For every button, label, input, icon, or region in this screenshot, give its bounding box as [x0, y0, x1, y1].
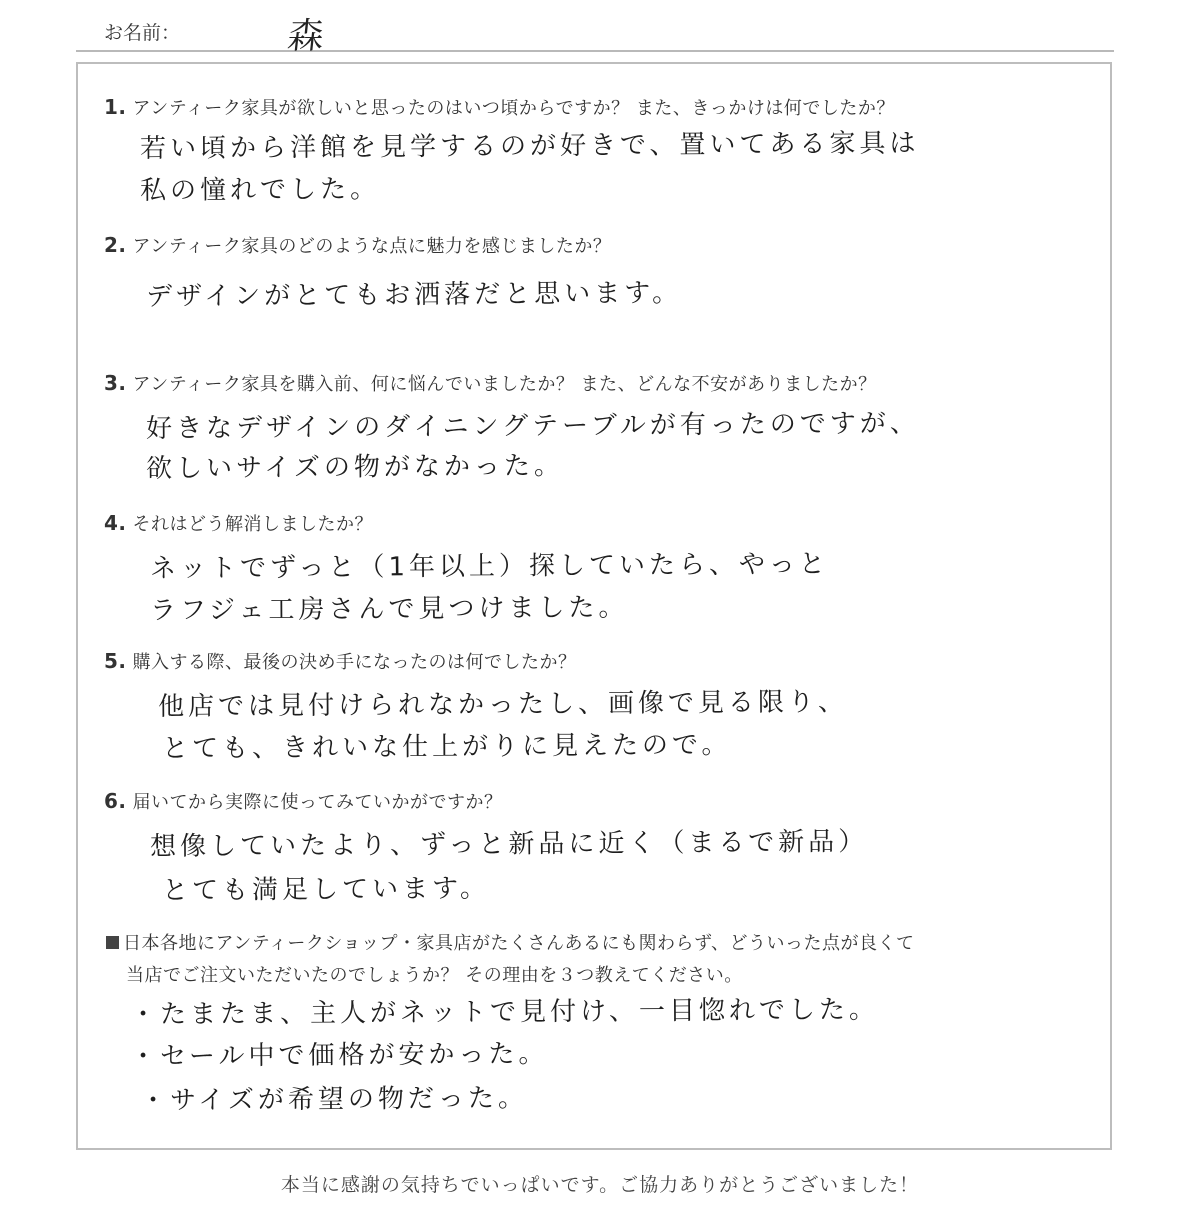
question-1	[104, 94, 895, 120]
answer-5-line-2: とても、きれいな仕上がりに見えたので。	[161, 730, 732, 764]
answer-2-line-1: デザインがとてもお洒落だと思います。	[145, 278, 683, 312]
question-6	[104, 788, 503, 814]
answer-6-line-1: 想像していたより、ずっと新品に近く（まるで新品）	[149, 826, 869, 862]
answer-5-line-1: 他店では見付けられなかったし、画像で見る限り、	[157, 687, 849, 722]
question-number: 6.	[104, 789, 127, 813]
question-number: 5.	[104, 649, 127, 673]
footer-thanks: 本当に感謝の気持ちでいっぱいです。ご協力ありがとうございました！	[280, 1174, 920, 1196]
question-number: 1.	[104, 95, 127, 119]
question-text: アンティーク家具が欲しいと思ったのはいつ頃からですか？ また、きっかけは何でしたか？	[132, 98, 895, 119]
bonus-question-line-1: 日本各地にアンティークショップ・家具店がたくさんあるにも関わらず、どういった点が良くて	[123, 933, 915, 954]
answer-3-line-1: 好きなデザインのダイニングテーブルが有ったのですが、	[145, 408, 920, 444]
answer-4-line-1: ネットでずっと（1年以上）探していたら、やっと	[149, 549, 830, 584]
bonus-answer-1: ・たまたま、主人がネットで見付け、一目惚れでした。	[129, 994, 880, 1030]
bonus-answer-3: ・サイズが希望の物だった。	[139, 1083, 529, 1116]
question-number: 4.	[104, 511, 127, 535]
bonus-question	[106, 928, 915, 992]
name-label: お名前：	[104, 22, 181, 44]
square-bullet-icon	[106, 936, 119, 949]
question-4	[104, 510, 373, 536]
answer-4-line-2: ラフジェ工房さんで見つけました。	[149, 592, 629, 626]
question-text: 購入する際、最後の決め手になったのは何でしたか？	[132, 652, 577, 673]
question-text: アンティーク家具を購入前、何に悩んでいましたか？ また、どんな不安がありましたか？	[132, 374, 877, 395]
question-5	[104, 648, 577, 674]
answer-1-line-1: 若い頃から洋館を見学するのが好きで、置いてある家具は	[139, 128, 920, 164]
question-number: 2.	[104, 233, 127, 257]
answer-6-line-2: とても満足しています。	[161, 873, 491, 906]
question-3	[104, 370, 877, 396]
question-number: 3.	[104, 371, 127, 395]
name-value: 森	[285, 16, 326, 57]
bonus-answer-2: ・セール中で価格が安かった。	[129, 1039, 549, 1072]
question-text: 届いてから実際に使ってみていかがですか？	[132, 792, 503, 813]
name-row	[76, 10, 1114, 57]
question-2	[104, 232, 611, 258]
bonus-question-line-2: 当店でご注文いただいたのでしょうか？ その理由を３つ教えてください。	[126, 965, 743, 986]
answer-3-line-2: 欲しいサイズの物がなかった。	[145, 451, 565, 484]
question-text: それはどう解消しましたか？	[132, 514, 374, 535]
question-text: アンティーク家具のどのような点に魅力を感じましたか？	[132, 236, 612, 257]
answer-1-line-2: 私の憧れでした。	[139, 174, 381, 206]
